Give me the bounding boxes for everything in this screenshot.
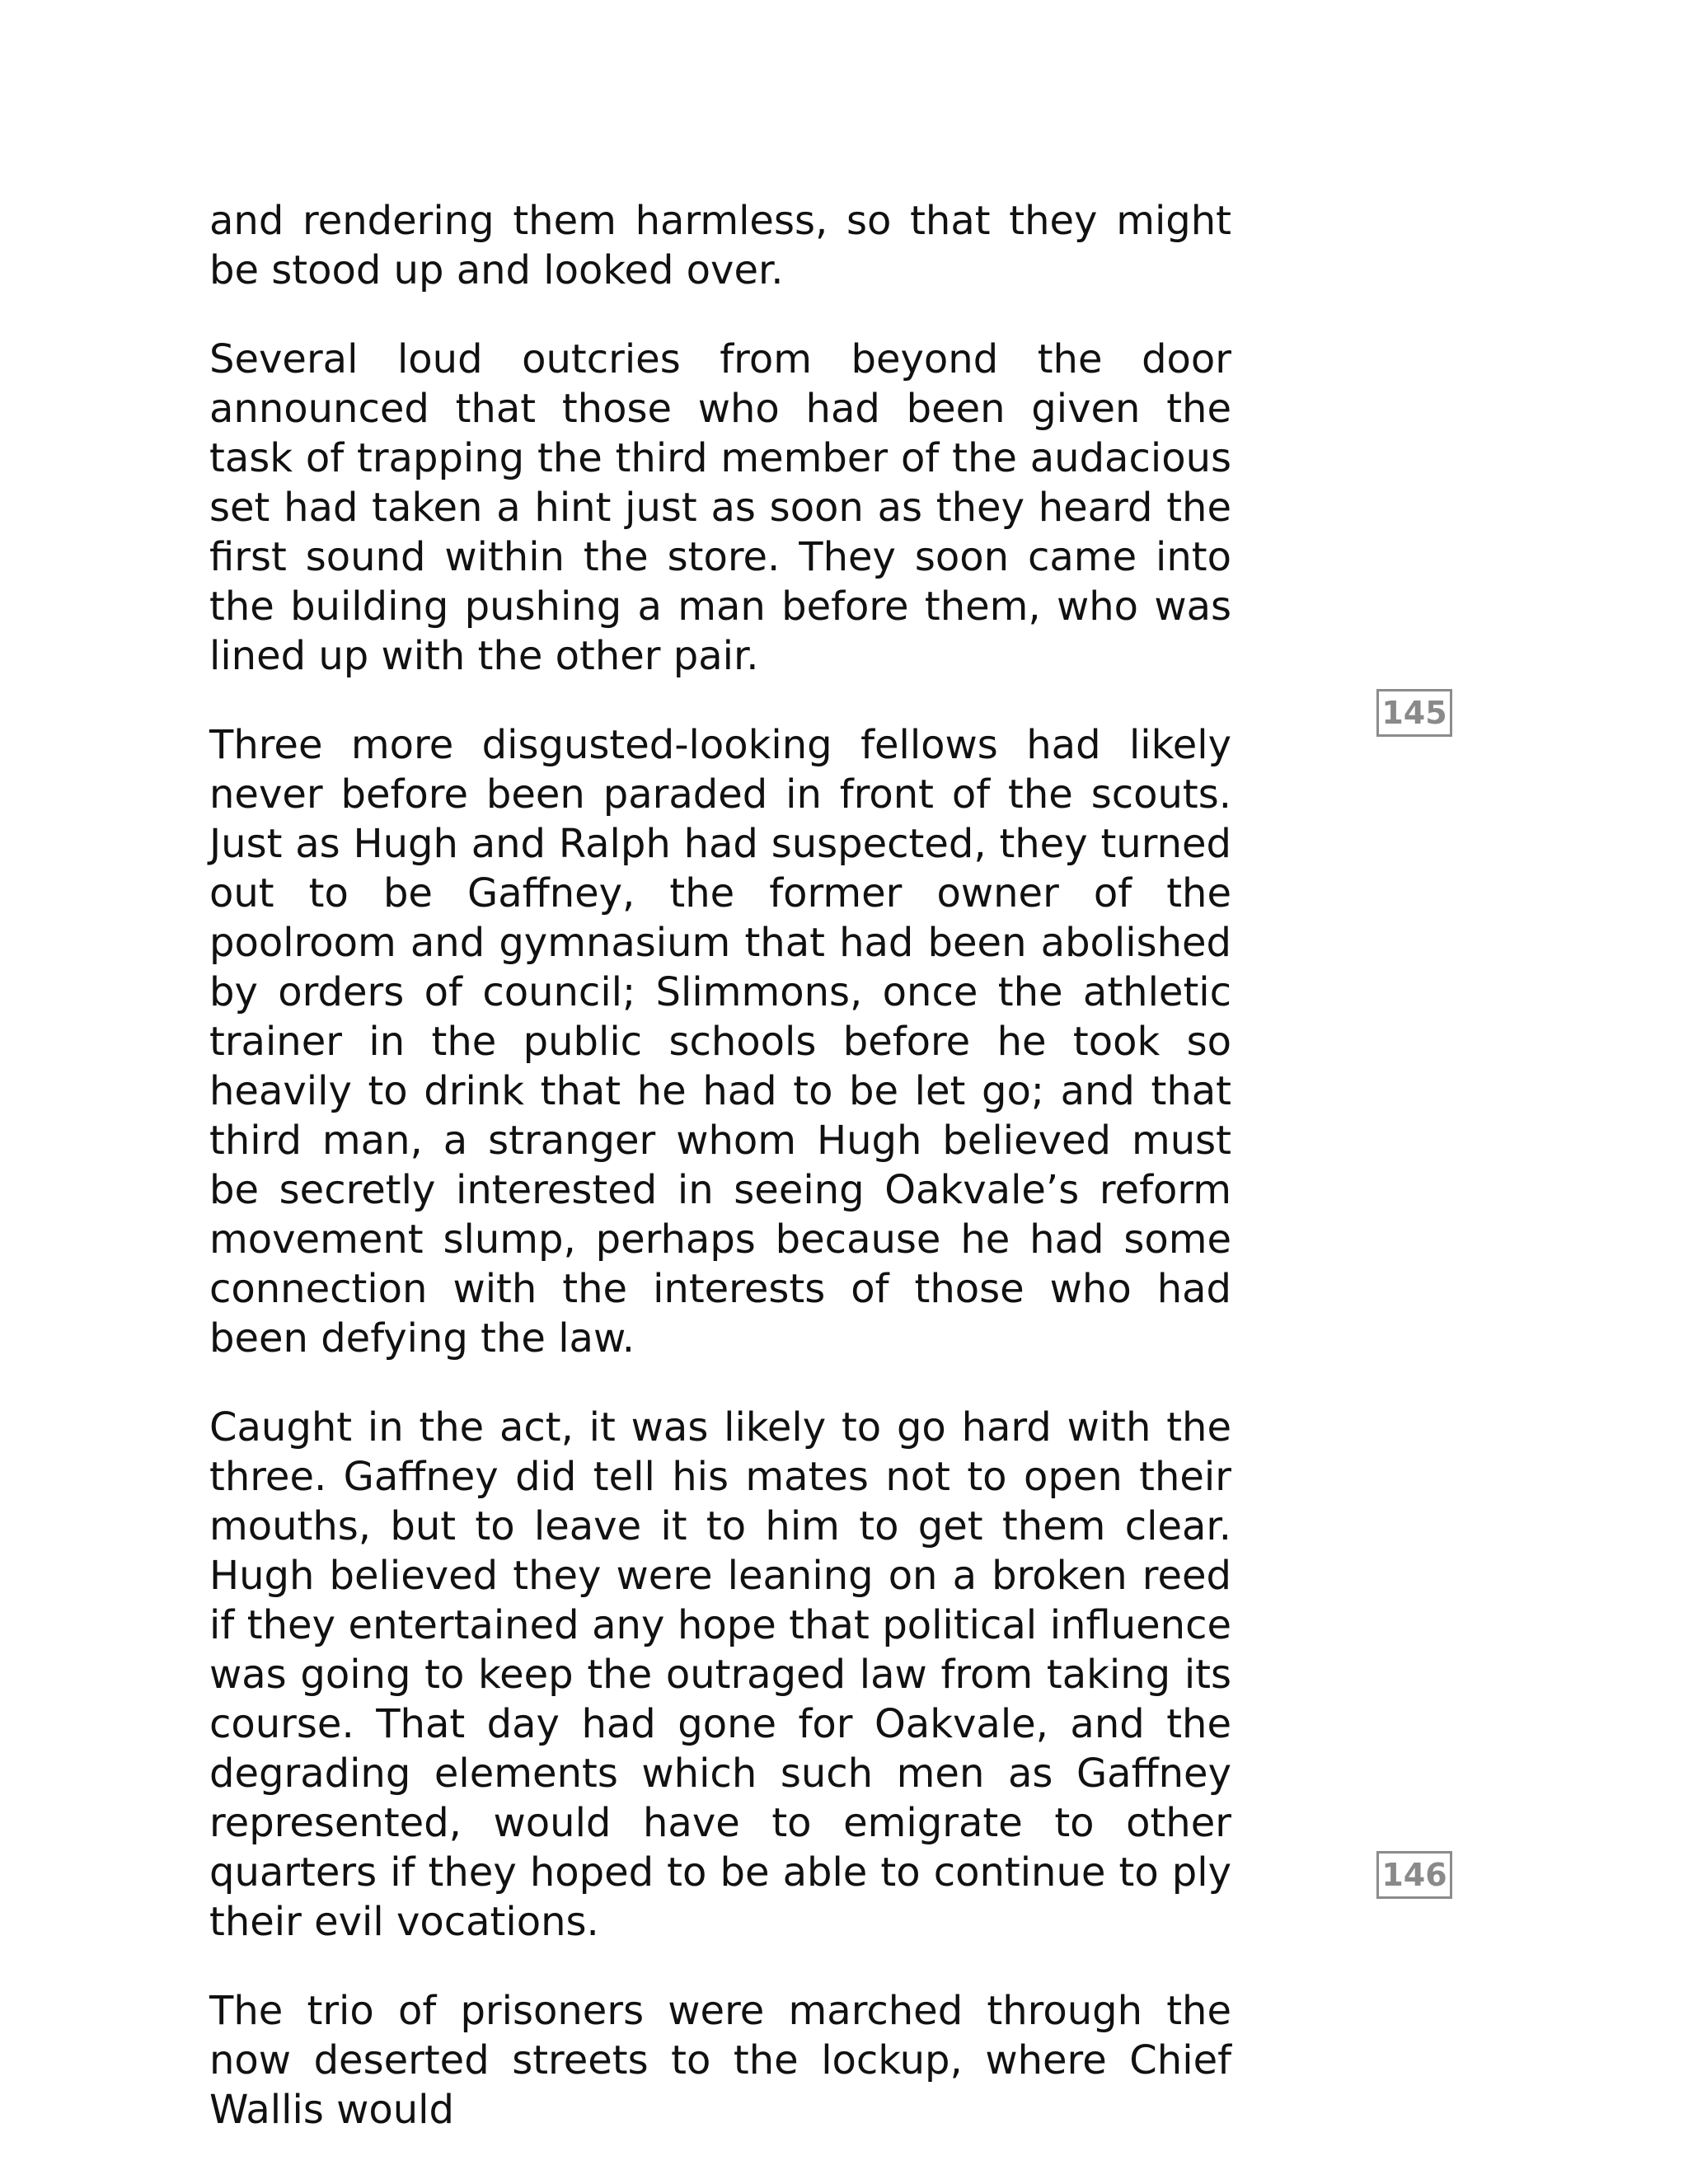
paragraph-3: Three more disgusted-looking fellows had likely never before been paraded in front of the scouts. Just as Hugh and Ralph had suspected, they turned out to be Gaffney, the former owner of the poolroom and gymnasium that had been abolished by orders of council; Slimmons, once the athletic trainer in the public schools before he took so heavily to drink that he had to be let go; and that third man, a stranger whom Hugh believed must be secretly interested in seeing Oakvale’s reform movement slump, perhaps because he had some connection with the interests of those who had been defying the law. [209, 722, 1231, 1361]
paragraph-4: Caught in the act, it was likely to go hard with the three. Gaffney did tell his mates not to open their mouths, but to leave it to him to get them clear. Hugh believed they were leaning on a broken reed if they entertained any hope that political influence was going to keep the outraged law from taking its course. That day had gone for Oakvale, and the degrading elements which such men as Gaffney represented, would have to emigrate to other quarters if they hoped to be able to continue to ply their evil vocations. [209, 1404, 1231, 1945]
paragraph-5: The trio of prisoners were marched through the now deserted streets to the lockup, where Chief Wallis would [209, 1988, 1231, 2133]
page-number-marker: 146 [1376, 1851, 1452, 1899]
paragraph-2: Several loud outcries from beyond the door announced that those who had been given the task of trapping the third member of the audacious set had taken a hint just as soon as they heard the first sound within the store. They soon came into the building pushing a man before them, who was lined up with the other pair. [209, 336, 1231, 679]
paragraph-1: and rendering them harmless, so that they might be stood up and looked over. [209, 198, 1231, 293]
page-number-marker: 145 [1376, 689, 1452, 737]
body-text [209, 196, 1231, 2174]
